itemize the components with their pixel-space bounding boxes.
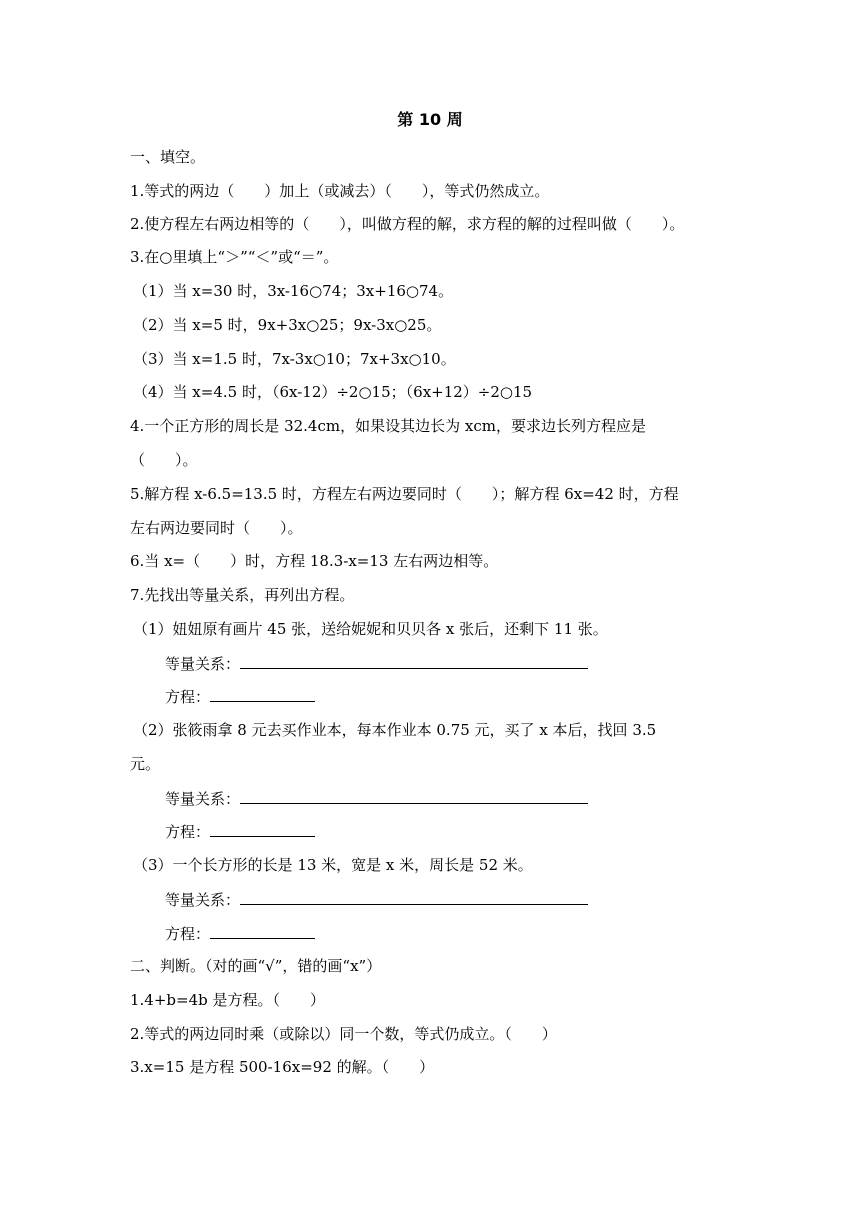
equation-label: 方程： bbox=[165, 688, 211, 706]
equation-label: 方程： bbox=[165, 925, 211, 943]
equation-answer-blank[interactable] bbox=[210, 923, 315, 939]
equation-row-2 bbox=[165, 821, 315, 842]
question-3-2: （2）当 x=5 时，9x+3x○25；9x-3x○25。 bbox=[133, 316, 442, 334]
equation-row-1 bbox=[165, 686, 315, 707]
equation-answer-blank[interactable] bbox=[210, 821, 315, 837]
question-5-line2: 左右两边要同时（ ）。 bbox=[130, 519, 303, 537]
question-3-1: （1）当 x=30 时，3x-16○74；3x+16○74。 bbox=[133, 282, 454, 300]
relation-answer-blank[interactable] bbox=[240, 653, 588, 669]
question-3: 3.在○里填上“＞”“＜”或“＝”。 bbox=[130, 248, 339, 266]
relation-answer-blank[interactable] bbox=[240, 889, 588, 905]
question-4-line1: 4.一个正方形的周长是 32.4cm，如果设其边长为 xcm，要求边长列方程应是 bbox=[130, 417, 646, 435]
question-5-line1: 5.解方程 x-6.5=13.5 时，方程左右两边要同时（ ）；解方程 6x=42 时，方程 bbox=[130, 485, 679, 503]
question-1: 1.等式的两边（ ）加上（或减去）（ ），等式仍然成立。 bbox=[130, 182, 550, 200]
equation-row-3 bbox=[165, 923, 315, 944]
section1-heading: 一、填空。 bbox=[130, 148, 206, 166]
question-2: 2.使方程左右两边相等的（ ），叫做方程的解，求方程的解的过程叫做（ ）。 bbox=[130, 215, 685, 233]
relation-row-3 bbox=[165, 889, 588, 910]
relation-label: 等量关系： bbox=[165, 655, 241, 673]
relation-row-2 bbox=[165, 788, 588, 809]
question-6: 6.当 x=（ ）时，方程 18.3-x=13 左右两边相等。 bbox=[130, 552, 499, 570]
relation-label: 等量关系： bbox=[165, 891, 241, 909]
question-7-1: （1）妞妞原有画片 45 张，送给妮妮和贝贝各 x 张后，还剩下 11 张。 bbox=[133, 620, 608, 638]
equation-label: 方程： bbox=[165, 823, 211, 841]
question-7-3: （3）一个长方形的长是 13 米，宽是 x 米，周长是 52 米。 bbox=[133, 856, 533, 874]
relation-row-1 bbox=[165, 653, 588, 674]
question-7-2-line1: （2）张筱雨拿 8 元去买作业本，每本作业本 0.75 元，买了 x 本后，找回 3.5 bbox=[133, 721, 657, 739]
question-3-3: （3）当 x=1.5 时，7x-3x○10；7x+3x○10。 bbox=[133, 350, 456, 368]
question-4-line2: （ ）。 bbox=[130, 451, 198, 469]
section2-heading: 二、判断。（对的画“√”，错的画“x”） bbox=[130, 957, 382, 975]
page-title: 第 10 周 bbox=[397, 110, 463, 129]
judge-question-1: 1.4+b=4b 是方程。（ ） bbox=[130, 991, 326, 1009]
relation-label: 等量关系： bbox=[165, 790, 241, 808]
question-7: 7.先找出等量关系，再列出方程。 bbox=[130, 586, 355, 604]
question-3-4: （4）当 x=4.5 时，（6x-12）÷2○15；（6x+12）÷2○15 bbox=[133, 383, 533, 401]
relation-answer-blank[interactable] bbox=[240, 788, 588, 804]
judge-question-2: 2.等式的两边同时乘（或除以）同一个数，等式仍成立。（ ） bbox=[130, 1025, 557, 1043]
judge-question-3: 3.x=15 是方程 500-16x=92 的解。（ ） bbox=[130, 1058, 435, 1076]
question-7-2-line2: 元。 bbox=[130, 755, 161, 773]
equation-answer-blank[interactable] bbox=[210, 686, 315, 702]
